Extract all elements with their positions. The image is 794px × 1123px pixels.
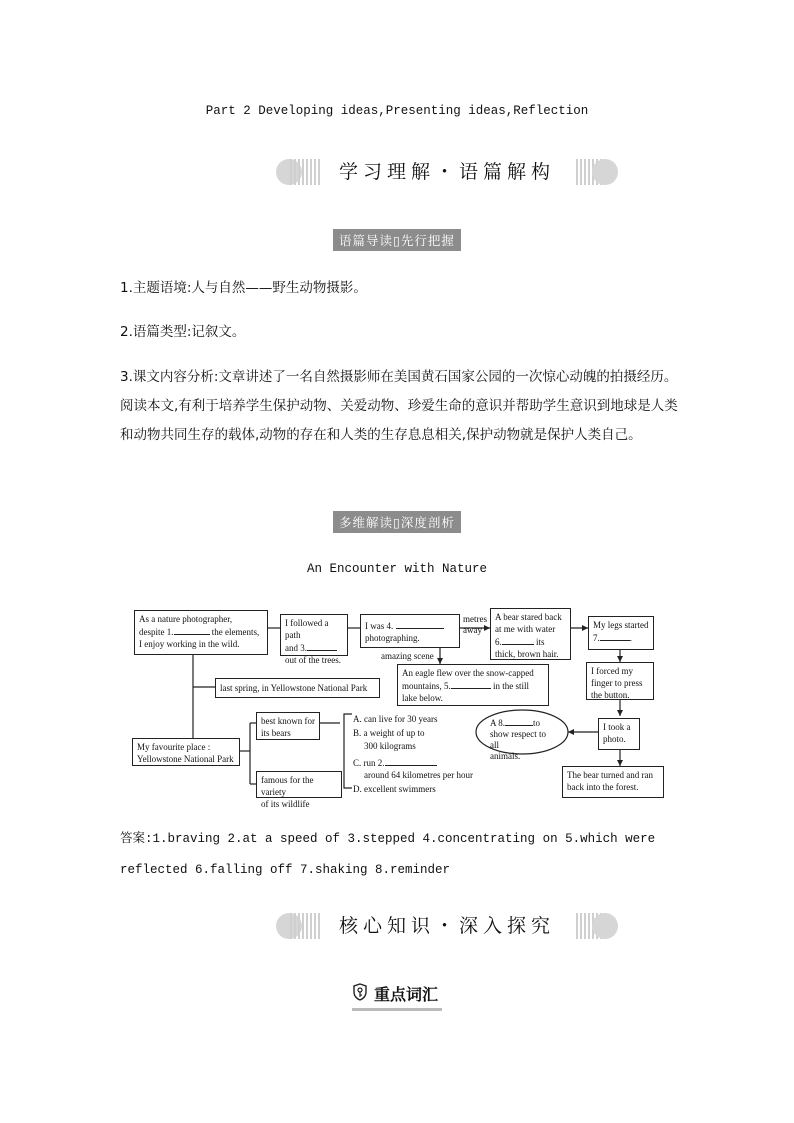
blank-7 [600,631,630,641]
part-title: Part 2 Developing ideas,Presenting ideas,Reflection [205,104,589,118]
fact-c-line2: around 64 kilometres per hour [364,770,473,780]
box-bear-stared: A bear stared back at me with water 6. its thick, brown hair. [490,608,571,660]
tag-analysis-label: 多维解读▯深度剖析 [333,511,461,533]
fact-c-line1: C. run 2. [353,756,437,769]
vocab-heading [0,982,794,1011]
point-analysis: 3.课文内容分析:文章讲述了一名自然摄影师在美国黄石国家公园的一次惊心动魄的拍摄经历。阅读本文,有利于培养学生保护动物、关爱动物、珍爱生命的意识并帮助学生意识到地球是人类和动物共同生存的载体,动物的存在和人类的生存息息相关,保护动物就是保护人类自己。 [120,369,678,443]
section-banner-understanding [276,159,618,185]
tag-guide-label: 语篇导读▯先行把握 [333,229,461,251]
banner-text: 核心知识・深入探究 [320,913,574,939]
banner-text: 学习理解・语篇解构 [320,159,574,185]
box-bear-ran: The bear turned and ran back into the forest. [562,766,664,798]
blank-8 [505,716,533,726]
blank-6 [502,635,534,645]
blank-5 [451,679,491,689]
mind-map [0,600,794,809]
box-famous-variety: famous for the variety of its wildlife [256,771,342,798]
tag-guide [0,229,794,251]
label-amazing-scene: amazing scene [381,651,434,661]
fact-b-line2: 300 kilograms [364,741,416,751]
box-took-photo: I took a photo. [598,718,640,750]
box-followed-path: I followed a path and 3. out of the trees. [280,614,348,656]
blank-2 [385,756,437,766]
answer-key [120,824,680,886]
blank-3 [307,641,337,651]
answer-line-2: reflected 6.falling off 7.shaking 8.reminder [120,863,451,877]
answer-line-1: 答案:1.braving 2.at a speed of 3.stepped 4.concentrating on 5.which were [120,832,656,846]
fact-b-line1: B. a weight of up to [353,728,425,738]
point-genre: 2.语篇类型:记叙文。 [120,324,246,340]
vocab-heading-text: 重点词汇 [373,985,438,1004]
tag-analysis [0,511,794,533]
box-forced-finger: I forced my finger to press the button. [586,662,654,700]
oval-reminder: A 8. to show respect to all animals. [490,718,546,761]
box-best-known: best known for its bears [256,712,320,740]
box-legs-started: My legs started 7. . [588,616,654,650]
blank-1 [174,625,210,635]
box-last-spring: last spring, in Yellowstone National Park [215,678,380,698]
label-metres: metres [463,614,487,624]
box-eagle: An eagle flew over the snow-capped mountains, 5. in the still lake below. [397,664,549,706]
box-favourite-place: My favourite place : Yellowstone National Park [132,738,240,766]
passage-title: An Encounter with Nature [306,562,488,576]
box-photographer: As a nature photographer, despite 1. the elements, I enjoy working in the wild. [134,610,268,655]
blank-4 [396,619,444,629]
fact-a: A. can live for 30 years [353,714,438,724]
point-theme: 1.主题语境:人与自然——野生动物摄影。 [120,280,367,296]
shield-key-icon [352,983,368,1001]
box-photographing: I was 4. photographing. [360,614,460,648]
section-banner-core [276,913,618,939]
fact-d: D. excellent swimmers [353,784,436,794]
label-away: away [463,625,482,635]
